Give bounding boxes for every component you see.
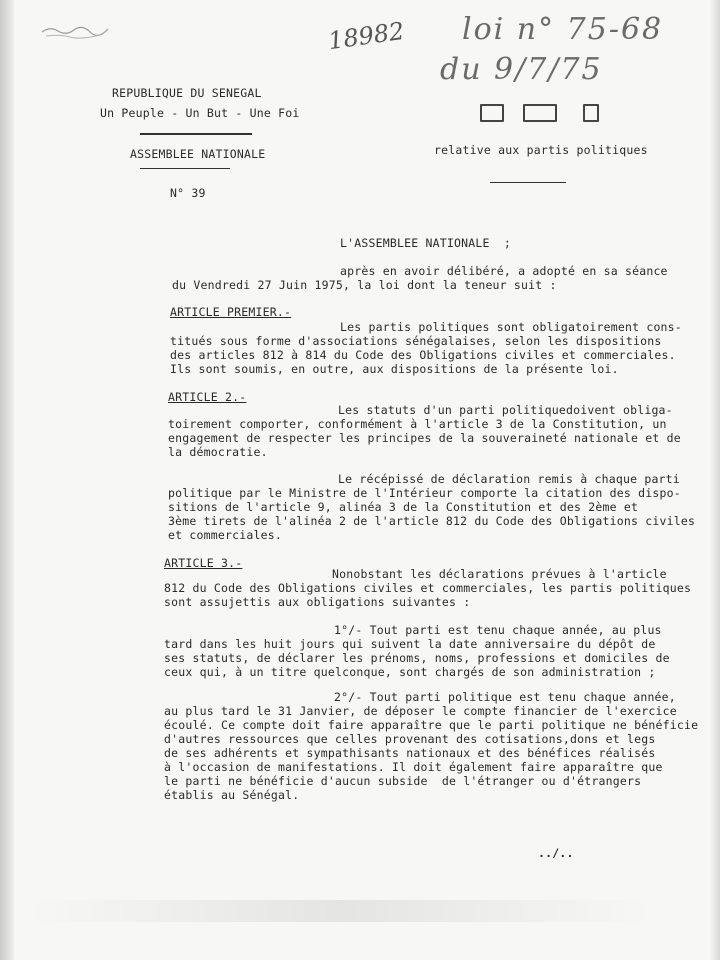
article-1-line: des articles 812 à 814 du Code des Obligations civiles et commerciales. [170,348,676,362]
article-3-p2-line: 1°/- Tout parti est tenu chaque année, au plus [334,623,662,637]
article-3-p2-line: tard dans les huit jours qui suivent la date anniversaire du dépôt de [164,637,656,651]
article-2-p2-line: politique par le Ministre de l'Intérieur comporte la citation des dispo- [168,486,681,500]
handwritten-loi-number: loi n° 75-68 [462,12,664,47]
article-3-p1-line: sont assujettis aux obligations suivantes : [164,595,471,609]
article-3-p3-line: au plus tard le 31 Janvier, de déposer le compte financier de l'exercice [164,704,677,718]
assembly-heading: ASSEMBLEE NATIONALE [130,147,266,161]
article-3-p3-line: écoulé. Ce compte doit faire apparaître que le parti politique ne bénéficie [164,718,699,732]
article-1-line: titués sous forme d'associations sénégalaises, selon les dispositions [170,334,662,348]
article-3-p1-line: Nonobstant les déclarations prévues à l'article [332,567,667,581]
article-3-title: ARTICLE 3.- [164,556,243,570]
subject-rule [490,182,566,183]
article-1-title: ARTICLE PREMIER.- [170,305,292,319]
article-2-p2-line: et commerciales. [168,528,282,542]
article-3-p3-line: 2°/- Tout parti politique est tenu chaque année, [334,690,676,704]
preamble-line-1: après en avoir délibéré, a adopté en sa séance [340,264,668,278]
republic-heading: REPUBLIQUE DU SENEGAL [112,86,262,100]
assembly-preamble-heading: L'ASSEMBLEE NATIONALE ; [340,236,511,250]
article-3-p3-line: établis au Sénégal. [164,788,300,802]
national-motto: Un Peuple - Un But - Une Foi [100,106,300,120]
article-2-p1-line: engagement de respecter les principes de la souveraineté nationale et de [168,431,681,445]
law-subject: relative aux partis politiques [434,143,648,157]
article-3-p1-line: 812 du Code des Obligations civiles et commerciales, les partis politiques [164,581,692,595]
article-2-p1-line: la démocratie. [168,445,268,459]
scan-shadow-left [0,0,14,960]
article-3-p2-line: ceux qui, à un titre quelconque, sont chargés de son administration ; [164,665,656,679]
article-2-p1-line: toirement comporter, conformément à l'article 3 de la Constitution, un [168,417,667,431]
article-3-p2-line: ses statuts, de déclarer les prénoms, noms, professions et domiciles de [164,651,670,665]
article-1-line: Ils sont soumis, en outre, aux dispositions de la présente loi. [170,362,619,376]
page-continuation-mark: ../.. [538,846,574,860]
article-2-p1-line: Les statuts d'un parti politiquedoivent obliga- [338,403,673,417]
article-3-p3-line: d'autres ressources que celles provenant des cotisations,dons et legs [164,732,656,746]
article-2-p2-line: sitions de l'article 9, alinéa 3 de la Constitution et des 2ème et [168,500,639,514]
article-2-p2-line: 3ème tirets de l'alinéa 2 de l'article 812 du Code des Obligations civiles [168,514,696,528]
header-rule-2 [140,168,230,169]
article-3-p3-line: le parti ne bénéficie d'aucun subside de l'étranger ou d'étrangers [164,774,642,788]
document-number: N° 39 [170,186,206,200]
handwritten-ref-number: 18982 [326,16,406,56]
loi-mark-box-1 [480,104,504,122]
article-3-p3-line: à l'occasion de manifestations. Il doit également faire apparaître que [164,760,663,774]
loi-mark-box-3 [583,104,599,122]
preamble-line-2: du Vendredi 27 Juin 1975, la loi dont la teneur suit : [172,278,557,292]
handwritten-date: du 9/7/75 [440,52,603,87]
article-1-line: Les partis politiques sont obligatoirement cons- [340,320,682,334]
faint-stamp-mark [40,22,110,40]
loi-mark-box-2 [523,104,557,122]
article-2-p2-line: Le récépissé de déclaration remis à chaque parti [338,472,680,486]
scan-bottom-smudge [30,900,650,922]
article-2-title: ARTICLE 2.- [168,390,247,404]
header-rule-1 [140,133,252,135]
article-3-p3-line: de ses adhérents et sympathisants nationaux et des bénéfices réalisés [164,746,656,760]
scan-shadow-right [710,0,720,960]
